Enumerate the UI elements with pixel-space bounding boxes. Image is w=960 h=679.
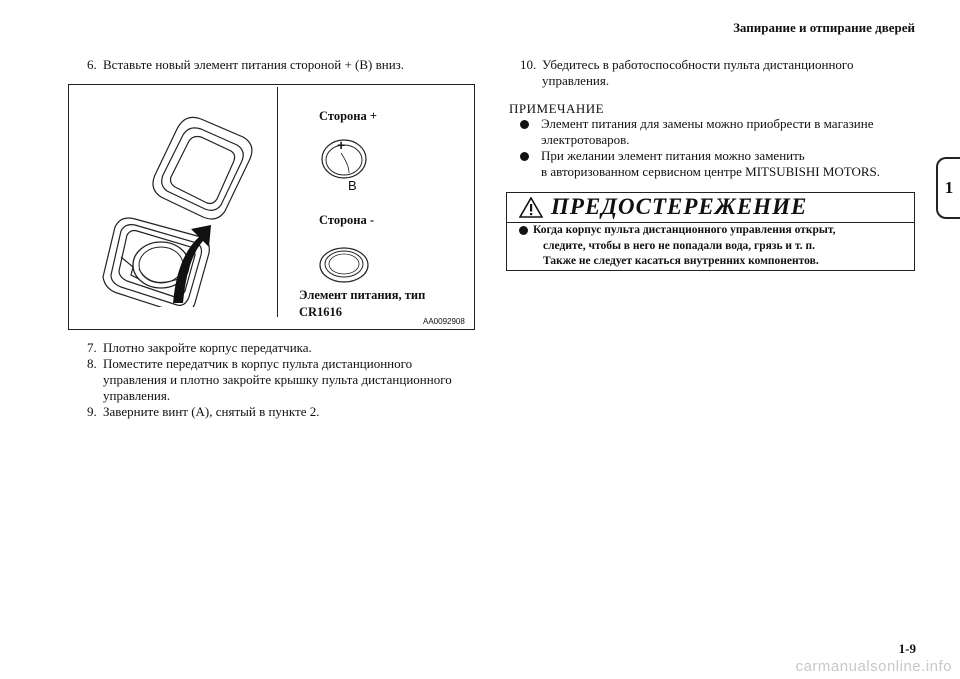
note-heading: ПРИМЕЧАНИЕ [509, 101, 605, 116]
battery-type-line2: CR1616 [299, 305, 343, 319]
battery-minus-side-illustration [319, 245, 379, 289]
warning-text-line: Когда корпус пульта дистанционного управления открыт, [533, 224, 836, 236]
step-text-line: управления и плотно закройте крышку пульта дистанционного [103, 372, 452, 387]
note-text-line: в авторизованном сервисном центре MITSUBISHI MOTORS. [541, 164, 881, 179]
step-text-line: управления. [542, 73, 610, 88]
page-number: 1-9 [898, 641, 916, 656]
note-item [520, 116, 920, 148]
step-number: 10. [520, 57, 537, 72]
step-9 [87, 404, 487, 420]
open-remote-case-illustration [91, 107, 271, 307]
bullet-icon [519, 226, 528, 235]
step-text-line: Поместите передатчик в корпус пульта дистанционного [103, 356, 413, 371]
step-number: 9. [87, 404, 97, 419]
bullet-icon [520, 120, 529, 129]
figure-divider [277, 87, 278, 317]
warning-triangle-icon [519, 197, 543, 218]
warning-text-line: следите, чтобы в него не попадали вода, грязь и т. п. [543, 239, 815, 252]
note-text-line: электротоваров. [541, 132, 630, 147]
plus-sign: + [337, 137, 346, 153]
step-number: 6. [87, 57, 97, 72]
warning-text-line: Также не следует касаться внутренних компонентов. [543, 255, 819, 267]
note-item [520, 148, 920, 180]
page-header-title: Запирание и отпирание дверей [733, 20, 915, 35]
step-7 [87, 340, 487, 356]
case-cover [153, 117, 252, 219]
step-8 [87, 356, 487, 404]
note-text-line: Элемент питания для замены можно приобрести в магазине [541, 116, 874, 131]
step-number: 7. [87, 340, 97, 355]
note-text-line: При желании элемент питания можно заменить [541, 148, 805, 163]
warning-title: ПРЕДОСТЕРЕЖЕНИЕ [551, 194, 808, 219]
warning-box [506, 192, 915, 271]
step-text: Вставьте новый элемент питания стороной + (B) вниз. [103, 57, 405, 72]
label-minus-side: Сторона - [319, 213, 375, 227]
bullet-icon [520, 152, 529, 161]
figure-code: AA0092908 [423, 317, 465, 326]
step-text-line: управления. [103, 388, 171, 403]
chapter-tab[interactable]: 1 [936, 157, 960, 219]
warning-header [507, 193, 914, 223]
step-text: Плотно закройте корпус передатчика. [103, 340, 312, 355]
battery-type-line1: Элемент питания, тип [299, 288, 426, 302]
step-number: 8. [87, 356, 97, 371]
step-text-line: Убедитесь в работоспособности пульта дистанционного [542, 57, 854, 72]
battery-figure [68, 84, 475, 330]
marker-b: B [348, 178, 357, 193]
label-plus-side: Сторона + [319, 109, 377, 123]
step-text: Заверните винт (A), снятый в пункте 2. [103, 404, 320, 419]
watermark: carmanualsonline.info [795, 658, 952, 675]
step-10 [520, 57, 920, 89]
